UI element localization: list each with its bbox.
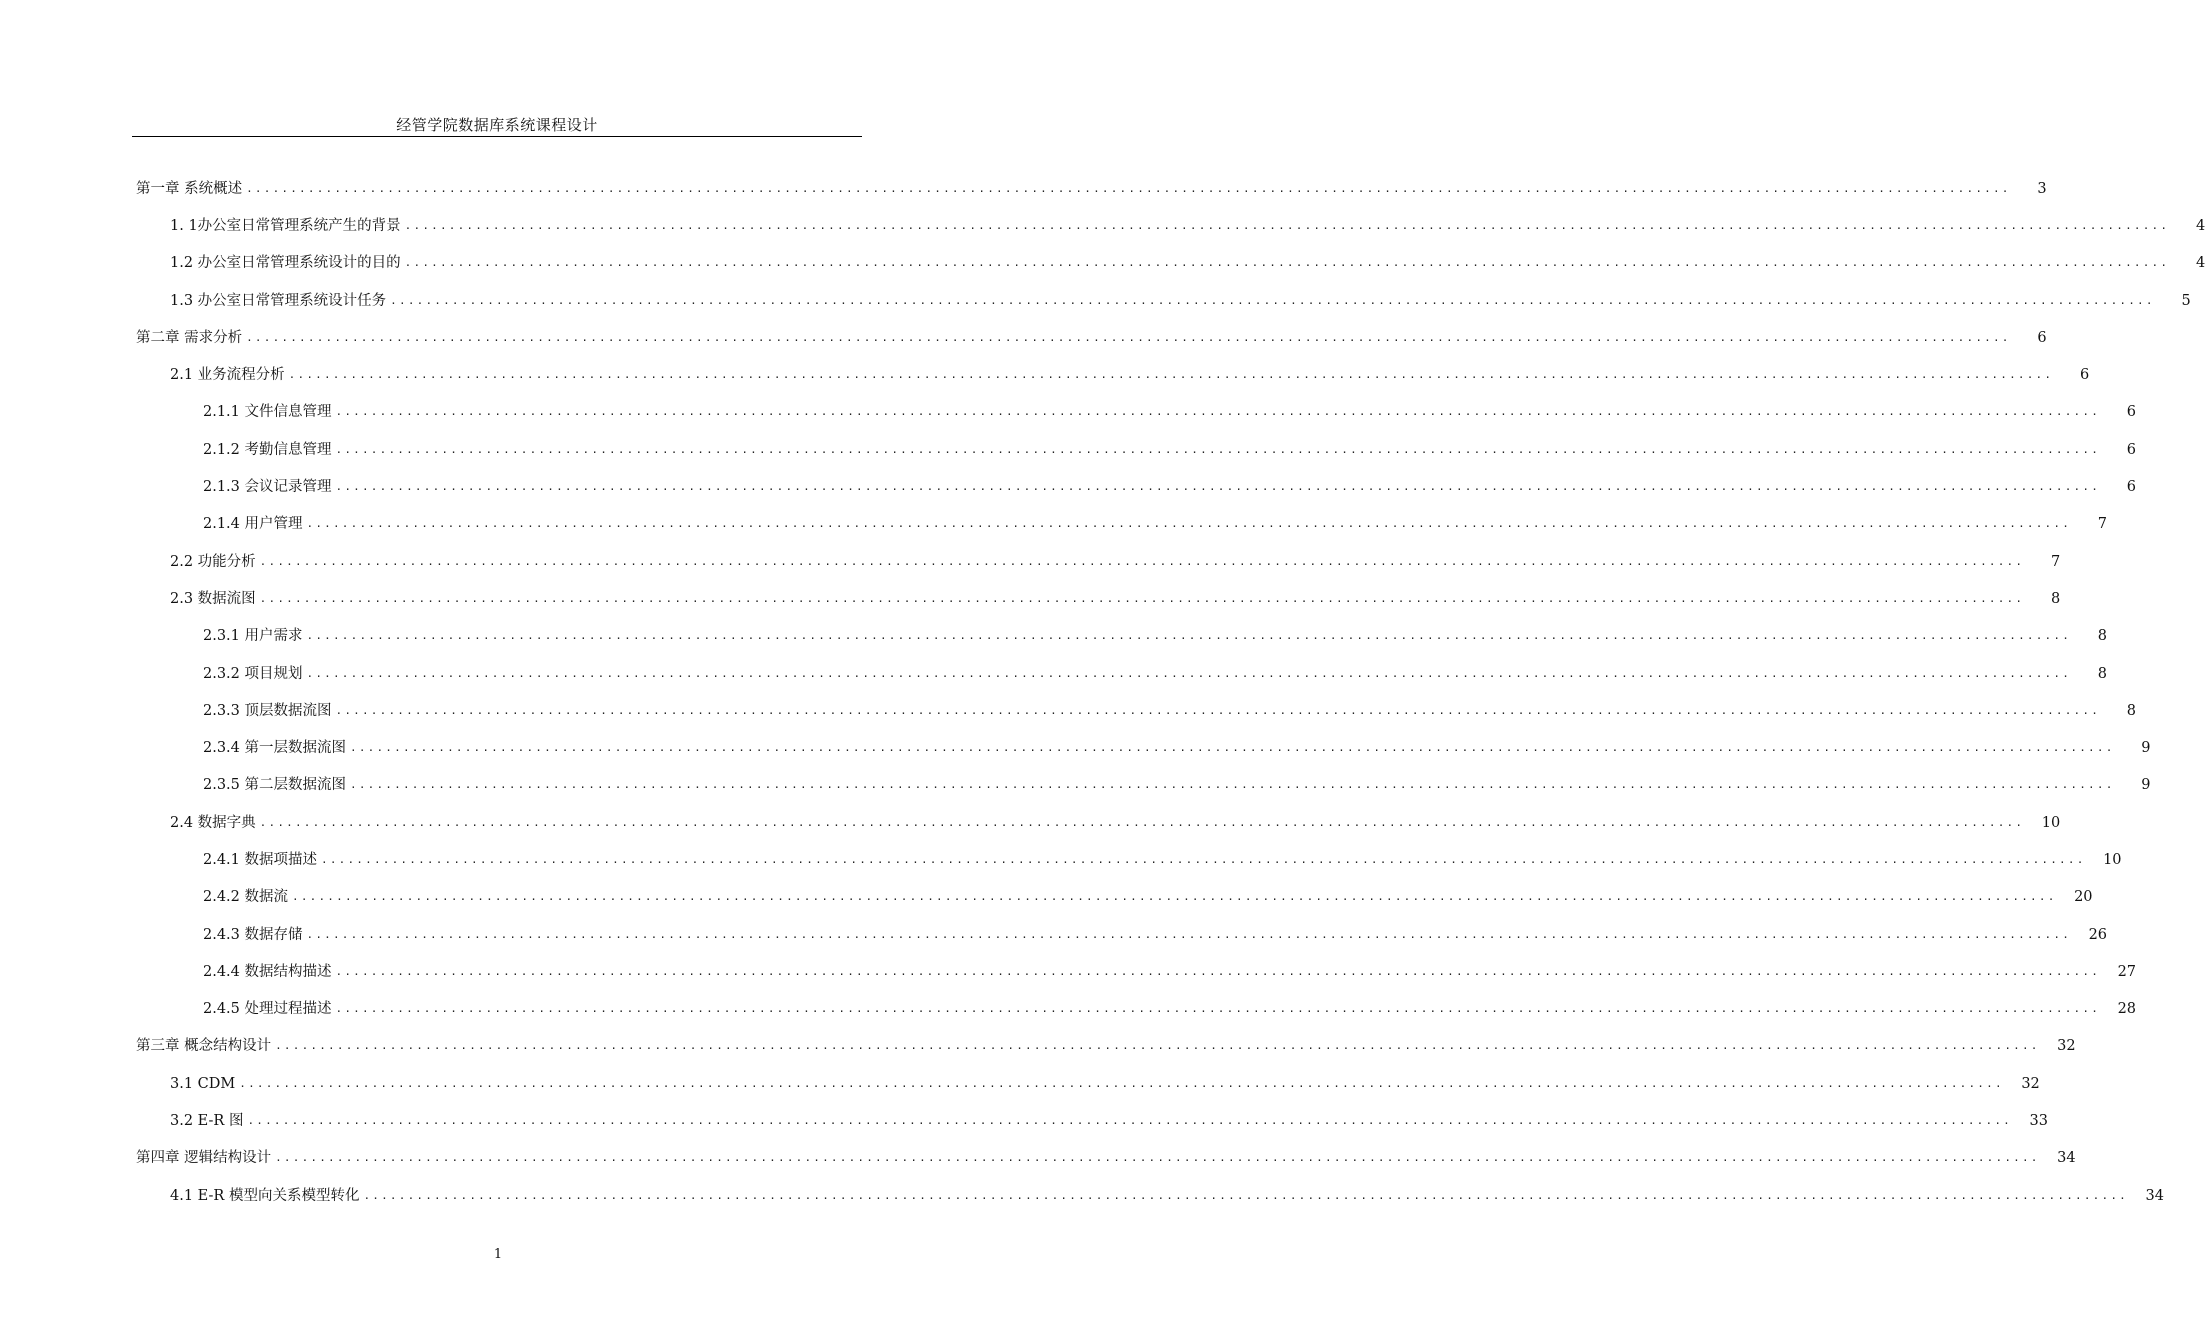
toc-entry-label: 2.3.1 用户需求 — [203, 628, 303, 645]
toc-entry-page: 34 — [2057, 1150, 2076, 1167]
toc-dot-leader: ........................................................................................................................................................................................................ — [306, 517, 2072, 531]
toc-entry[interactable] — [0, 991, 2137, 1028]
toc-entry-label: 2.1.4 用户管理 — [203, 516, 303, 533]
toc-entry-label: 2.2 功能分析 — [170, 553, 256, 570]
toc-entry-label: 3.2 E-R 图 — [170, 1113, 244, 1130]
toc-entry[interactable] — [0, 916, 2108, 953]
toc-entry-page: 6 — [2126, 404, 2137, 421]
toc-dot-leader: ........................................................................................................................................................................................................ — [306, 666, 2072, 680]
toc-entry[interactable] — [0, 1177, 2164, 1214]
toc-dot-leader: ........................................................................................................................................................................................................ — [350, 778, 2115, 792]
toc-dot-leader: ........................................................................................................................................................................................................ — [335, 703, 2101, 717]
toc-entry-label: 2.3 数据流图 — [170, 590, 256, 607]
toc-entry[interactable] — [0, 618, 2108, 655]
toc-entry[interactable] — [0, 767, 2151, 804]
toc-entry[interactable] — [0, 841, 2122, 878]
toc-dot-leader: ........................................................................................................................................................................................................ — [259, 815, 2025, 829]
table-of-contents — [0, 170, 2205, 1214]
toc-entry-label: 2.4 数据字典 — [170, 814, 256, 831]
toc-entry-label: 4.1 E-R 模型向关系模型转化 — [170, 1187, 360, 1204]
toc-dot-leader: ........................................................................................................................................................................................................ — [335, 442, 2101, 456]
toc-entry-page: 9 — [2141, 777, 2151, 794]
toc-entry[interactable] — [0, 692, 2137, 729]
toc-entry-label: 3.1 CDM — [170, 1075, 236, 1092]
toc-entry-page: 27 — [2117, 963, 2137, 980]
toc-dot-leader: ........................................................................................................................................................................................................ — [306, 629, 2072, 643]
toc-entry-page: 6 — [2037, 329, 2047, 346]
header-rule — [132, 136, 862, 137]
toc-entry[interactable] — [0, 468, 2137, 505]
toc-entry[interactable] — [0, 1140, 2076, 1177]
toc-entry-label: 2.4.2 数据流 — [203, 889, 289, 906]
toc-entry[interactable] — [0, 431, 2137, 468]
toc-entry-page: 5 — [2181, 292, 2191, 309]
toc-entry-page: 32 — [2021, 1075, 2040, 1092]
toc-entry-page: 7 — [2050, 553, 2061, 570]
toc-dot-leader: ........................................................................................................................................................................................................ — [247, 1114, 2012, 1128]
toc-dot-leader: ........................................................................................................................................................................................................ — [404, 256, 2170, 270]
toc-entry[interactable] — [0, 282, 2191, 319]
toc-entry-page: 7 — [2097, 516, 2108, 533]
toc-entry[interactable] — [0, 506, 2108, 543]
toc-entry-page: 6 — [2126, 441, 2137, 458]
toc-entry-label: 2.1.3 会议记录管理 — [203, 479, 332, 496]
toc-entry-label: 2.3.3 顶层数据流图 — [203, 702, 332, 719]
toc-entry-label: 2.1.2 考勤信息管理 — [203, 441, 332, 458]
toc-entry[interactable] — [0, 804, 2061, 841]
toc-entry-page: 8 — [2126, 702, 2137, 719]
toc-entry-label: 第三章 概念结构设计 — [136, 1038, 272, 1055]
toc-entry[interactable] — [0, 207, 2205, 244]
toc-entry[interactable] — [0, 319, 2047, 356]
toc-entry-label: 第四章 逻辑结构设计 — [136, 1150, 272, 1167]
toc-entry-page: 10 — [2041, 814, 2061, 831]
toc-entry[interactable] — [0, 580, 2061, 617]
toc-dot-leader: ........................................................................................................................................................................................................ — [363, 1188, 2128, 1202]
toc-entry-label: 2.3.2 项目规划 — [203, 665, 303, 682]
toc-entry-label: 第二章 需求分析 — [136, 329, 243, 346]
toc-entry-label: 2.3.4 第一层数据流图 — [203, 740, 347, 757]
footer-page-number: 1 — [493, 1247, 503, 1262]
toc-entry[interactable] — [0, 1065, 2040, 1102]
toc-entry-label: 1.3 办公室日常管理系统设计任务 — [170, 292, 387, 309]
toc-entry-label: 2.1 业务流程分析 — [170, 367, 285, 384]
toc-dot-leader: ........................................................................................................................................................................................................ — [306, 927, 2072, 941]
toc-entry[interactable] — [0, 953, 2137, 990]
toc-dot-leader: ........................................................................................................................................................................................................ — [321, 852, 2086, 866]
toc-entry[interactable] — [0, 729, 2151, 766]
toc-dot-leader: ........................................................................................................................................................................................................ — [335, 1002, 2101, 1016]
toc-entry[interactable] — [0, 543, 2061, 580]
toc-entry-page: 8 — [2050, 590, 2061, 607]
toc-entry-label: 2.4.4 数据结构描述 — [203, 963, 332, 980]
toc-entry-label: 2.3.5 第二层数据流图 — [203, 777, 347, 794]
toc-entry-page: 4 — [2195, 217, 2205, 234]
toc-entry-page: 26 — [2088, 926, 2108, 943]
toc-dot-leader: ........................................................................................................................................................................................................ — [335, 480, 2101, 494]
toc-dot-leader: ........................................................................................................................................................................................................ — [404, 218, 2170, 232]
toc-entry[interactable] — [0, 394, 2137, 431]
toc-entry-label: 2.4.3 数据存储 — [203, 926, 303, 943]
toc-dot-leader: ........................................................................................................................................................................................................ — [288, 368, 2054, 382]
toc-dot-leader: ........................................................................................................................................................................................................ — [335, 405, 2101, 419]
toc-dot-leader: ........................................................................................................................................................................................................ — [246, 330, 2011, 344]
toc-entry-page: 4 — [2195, 255, 2205, 272]
running-header: 经管学院数据库系统课程设计 — [396, 116, 598, 134]
toc-entry-page: 8 — [2097, 665, 2108, 682]
toc-dot-leader: ........................................................................................................................................................................................................ — [246, 181, 2011, 195]
toc-entry-label: 1.2 办公室日常管理系统设计的目的 — [170, 255, 401, 272]
toc-entry-page: 10 — [2103, 851, 2122, 868]
toc-entry[interactable] — [0, 1028, 2076, 1065]
toc-entry-page: 34 — [2145, 1187, 2164, 1204]
toc-entry-page: 20 — [2074, 889, 2093, 906]
toc-entry[interactable] — [0, 356, 2090, 393]
toc-entry-label: 第一章 系统概述 — [136, 180, 243, 197]
toc-entry-label: 2.4.5 处理过程描述 — [203, 1001, 332, 1018]
toc-entry[interactable] — [0, 245, 2205, 282]
toc-entry-page: 3 — [2037, 180, 2047, 197]
toc-dot-leader: ........................................................................................................................................................................................................ — [390, 293, 2155, 307]
toc-entry[interactable] — [0, 170, 2047, 207]
toc-entry[interactable] — [0, 655, 2108, 692]
toc-entry-page: 9 — [2141, 740, 2151, 757]
toc-dot-leader: ........................................................................................................................................................................................................ — [275, 1039, 2040, 1053]
toc-dot-leader: ........................................................................................................................................................................................................ — [259, 554, 2025, 568]
toc-dot-leader: ........................................................................................................................................................................................................ — [350, 741, 2115, 755]
toc-entry-page: 6 — [2126, 479, 2137, 496]
toc-entry[interactable] — [0, 1102, 2048, 1139]
toc-entry-label: 1. 1办公室日常管理系统产生的背景 — [170, 217, 401, 234]
toc-entry-page: 28 — [2117, 1001, 2137, 1018]
toc-entry-page: 8 — [2097, 628, 2108, 645]
toc-dot-leader: ........................................................................................................................................................................................................ — [292, 890, 2057, 904]
toc-dot-leader: ........................................................................................................................................................................................................ — [275, 1151, 2040, 1165]
toc-entry-label: 2.1.1 文件信息管理 — [203, 404, 332, 421]
toc-entry-page: 32 — [2057, 1038, 2076, 1055]
toc-entry-page: 33 — [2029, 1113, 2048, 1130]
toc-entry-page: 6 — [2079, 367, 2090, 384]
toc-entry[interactable] — [0, 879, 2093, 916]
toc-dot-leader: ........................................................................................................................................................................................................ — [335, 964, 2101, 978]
toc-dot-leader: ........................................................................................................................................................................................................ — [259, 591, 2025, 605]
toc-entry-label: 2.4.1 数据项描述 — [203, 851, 318, 868]
toc-dot-leader: ........................................................................................................................................................................................................ — [239, 1076, 2004, 1090]
